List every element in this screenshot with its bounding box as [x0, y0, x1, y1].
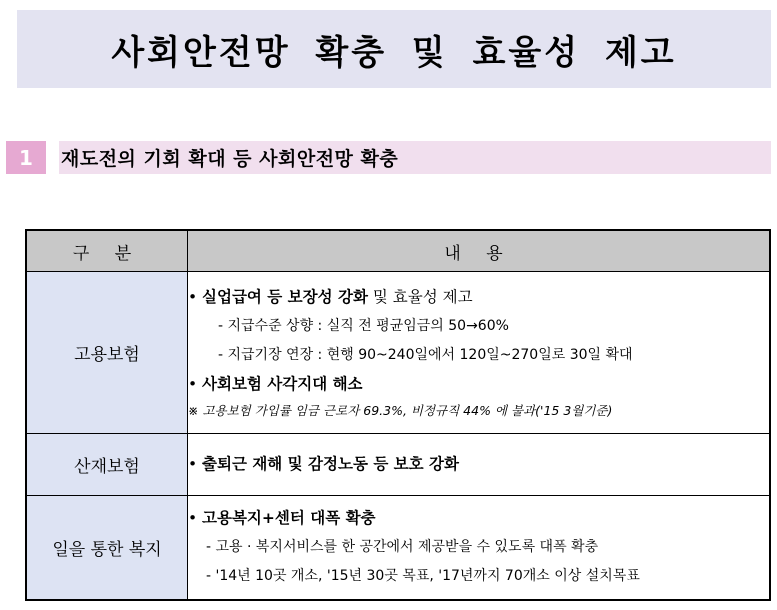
- bullet-bold-text: 출퇴근 재해 및 감정노동 등 보호 강화: [202, 455, 459, 473]
- section-heading: 재도전의 기회 확대 등 사회안전망 확충: [61, 148, 399, 170]
- bullet-icon: •: [188, 374, 198, 393]
- bullet-icon: •: [188, 455, 198, 473]
- table-row: [26, 434, 770, 496]
- table-row: [26, 496, 770, 600]
- sub-item: - 지급기장 연장 : 현행 90~240일에서 120일~270일로 30일 확대: [218, 346, 633, 363]
- bullet-bold-text: 실업급여 등 보장성 강화: [202, 287, 368, 306]
- bullet-item: [188, 370, 769, 399]
- row-content: [188, 496, 771, 600]
- row-content: [188, 434, 771, 496]
- table-row: [26, 272, 770, 434]
- row-content: [188, 272, 771, 434]
- header-content: 내 용: [188, 230, 771, 272]
- row-category: 고용보험: [26, 272, 188, 434]
- table-header-row: [26, 230, 770, 272]
- bullet-item: [188, 450, 769, 479]
- bullet-item: [188, 283, 769, 312]
- header-category: 구 분: [26, 230, 188, 272]
- sub-item: - '14년 10곳 개소, '15년 30곳 목표, '17년까지 70개소 이상 설치목표: [206, 567, 640, 584]
- bullet-item: [188, 504, 769, 533]
- bullet-text: 및 효율성 제고: [367, 287, 473, 306]
- sub-item: - 고용 · 복지서비스를 한 공간에서 제공받을 수 있도록 대폭 확충: [206, 538, 599, 555]
- section-number-badge: 1: [6, 141, 46, 174]
- sub-item: - 지급수준 상향 : 실직 전 평균임금의 50→60%: [218, 317, 509, 334]
- policy-table: [25, 229, 771, 601]
- page-title: 사회안전망 확충 및 효율성 제고: [111, 32, 677, 73]
- footnote: ※ 고용보험 가입률 임금 근로자 69.3%, 비정규직 44% 에 불과('15 3월기준): [188, 402, 613, 418]
- bullet-icon: •: [188, 287, 198, 306]
- bullet-bold-text: 사회보험 사각지대 해소: [202, 374, 363, 393]
- bullet-icon: •: [188, 508, 198, 527]
- row-category: 산재보험: [26, 434, 188, 496]
- row-category: 일을 통한 복지: [26, 496, 188, 600]
- title-banner: [17, 10, 771, 88]
- section-heading-bar: [59, 141, 771, 174]
- bullet-bold-text: 고용복지+센터 대폭 확충: [202, 508, 376, 527]
